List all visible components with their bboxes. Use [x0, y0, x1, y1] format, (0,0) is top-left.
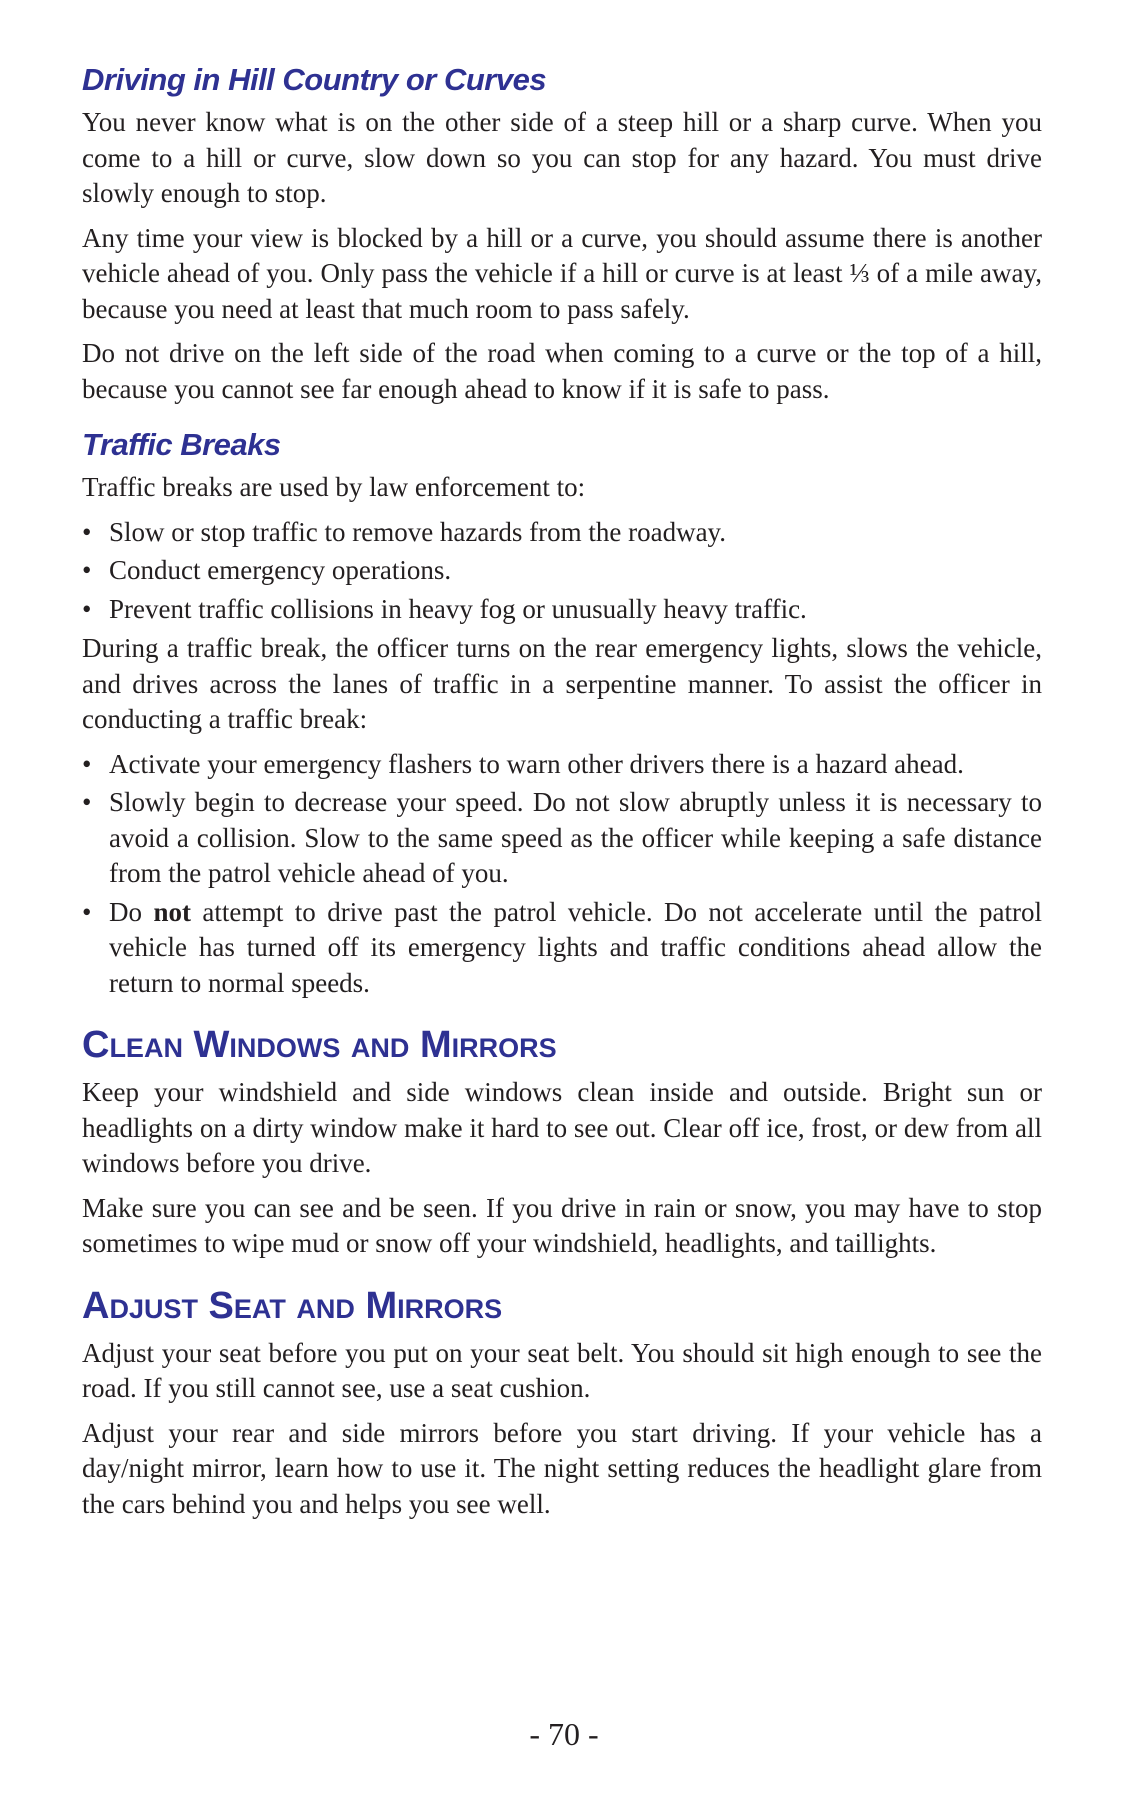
- hill-paragraph-2: Any time your view is blocked by a hill or a curve, you should assume there is another vehicle ahead of you. Only pass the vehicle if a hill or curve is at least ⅓ of a mile away, because you need at least that much room to pass safely.: [82, 222, 1042, 324]
- bullet: •: [82, 555, 92, 585]
- list-item: [82, 785, 1042, 892]
- bullet: •: [82, 896, 92, 927]
- traffic-breaks-assist-list: [82, 747, 1042, 1002]
- list-item-text-pre: Do: [109, 896, 154, 927]
- bullet: •: [82, 787, 92, 817]
- heading-traffic-breaks: Traffic Breaks: [82, 427, 281, 462]
- clean-windows-paragraph-2: Make sure you can see and be seen. If you drive in rain or snow, you may have to stop sometimes to wipe mud or snow off your windshield, headlights, and taillights.: [82, 1192, 1042, 1258]
- page-number: - 70 -: [529, 1716, 599, 1752]
- list-item: [82, 747, 1042, 783]
- clean-windows-paragraph-1: Keep your windshield and side windows clean inside and outside. Bright sun or headlights on a dirty window make it hard to see out. Clear off ice, frost, or dew from all windows before you drive.: [82, 1077, 1042, 1178]
- heading-adjust-seat: Adjust Seat and Mirrors: [82, 1284, 503, 1327]
- list-item-text: Conduct emergency operations.: [109, 555, 452, 585]
- list-item-text-post: attempt to drive past the patrol vehicle. Do not accelerate until the patrol vehicle has turned off its emergency lights and traffic conditions ahead allow the return to normal speeds.: [109, 896, 1043, 998]
- heading-clean-windows: Clean Windows and Mirrors: [82, 1024, 557, 1066]
- heading-hill-country: Driving in Hill Country or Curves: [82, 62, 547, 97]
- list-item: [82, 895, 1042, 1002]
- bullet: •: [82, 593, 92, 624]
- adjust-seat-paragraph-2: Adjust your rear and side mirrors before you start driving. If your vehicle has a day/night mirror, learn how to use it. The night setting reduces the headlight glare from the cars behind you and helps you see well.: [82, 1417, 1042, 1519]
- list-item: [82, 515, 1042, 551]
- list-item-text: Prevent traffic collisions in heavy fog or unusually heavy traffic.: [109, 593, 807, 624]
- bullet: •: [82, 516, 92, 547]
- list-item-text-bold: not: [153, 896, 191, 927]
- traffic-breaks-intro: Traffic breaks are used by law enforcement to:: [82, 472, 586, 502]
- list-item-text: Slowly begin to decrease your speed. Do not slow abruptly unless it is necessary to avoid a collision. Slow to the same speed as the officer while keeping a safe distance from the patrol vehicle ahead of you.: [109, 787, 1042, 888]
- hill-paragraph-1: You never know what is on the other side of a steep hill or a sharp curve. When you come to a hill or curve, slow down so you can stop for any hazard. You must drive slowly enough to stop.: [82, 107, 1042, 208]
- hill-paragraph-3: Do not drive on the left side of the road when coming to a curve or the top of a hill, because you cannot see far enough ahead to know if it is safe to pass.: [82, 338, 1042, 404]
- list-item-text: Slow or stop traffic to remove hazards from the roadway.: [109, 516, 727, 547]
- list-item: [82, 553, 1042, 589]
- traffic-breaks-paragraph-2: During a traffic break, the officer turns on the rear emergency lights, slows the vehicle, and drives across the lanes of traffic in a serpentine manner. To assist the officer in conducting a traffic break:: [82, 633, 1042, 734]
- document-page: [82, 60, 1042, 1531]
- bullet: •: [82, 748, 92, 779]
- list-item-text: Activate your emergency flashers to warn other drivers there is a hazard ahead.: [109, 748, 964, 779]
- list-item: [82, 592, 1042, 628]
- traffic-breaks-uses-list: [82, 515, 1042, 628]
- adjust-seat-paragraph-1: Adjust your seat before you put on your seat belt. You should sit high enough to see the road. If you still cannot see, use a seat cushion.: [82, 1337, 1042, 1403]
